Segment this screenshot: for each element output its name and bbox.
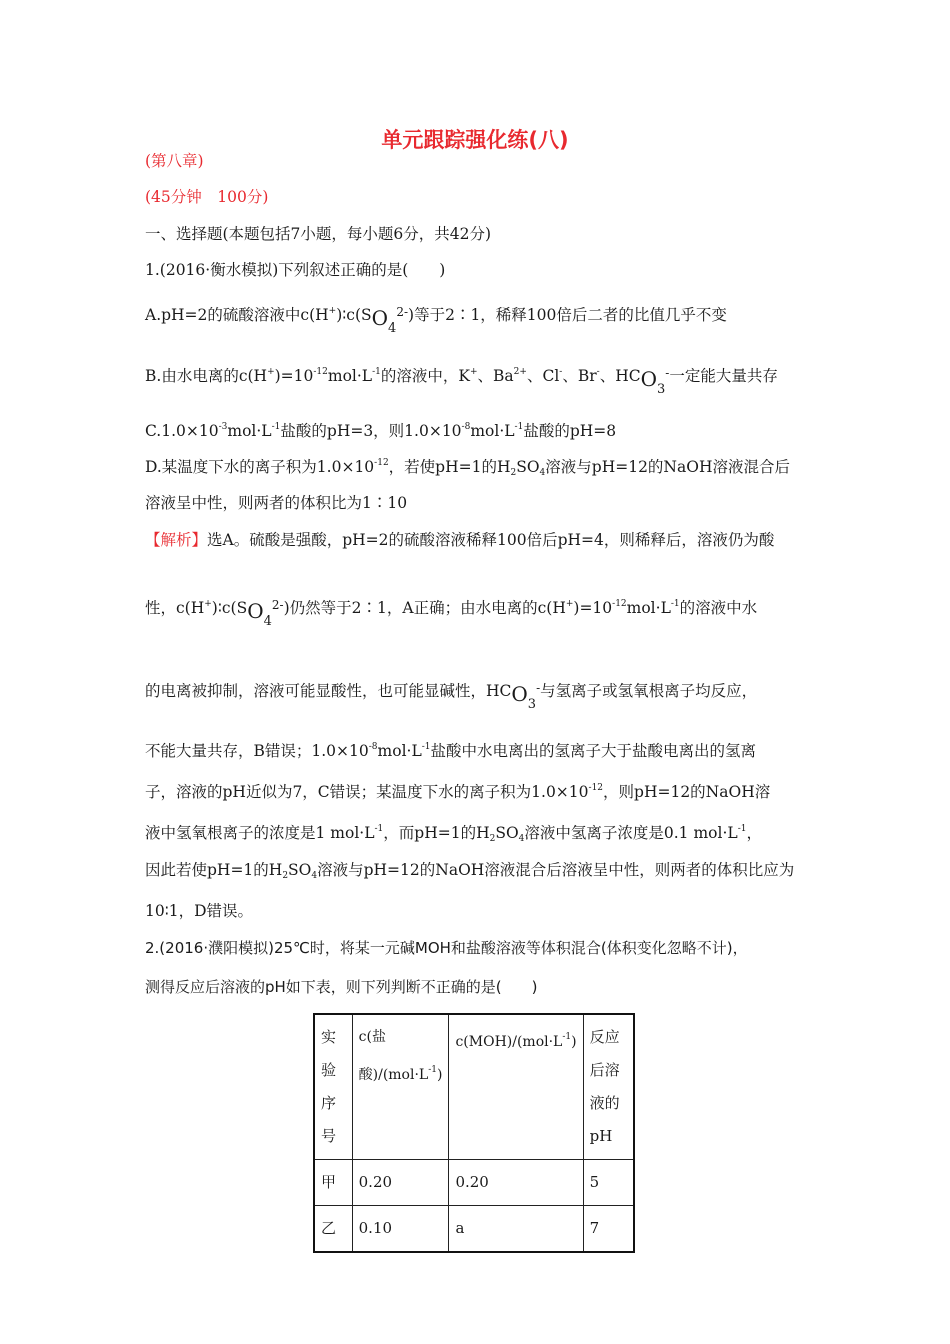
- analysis-line-4: 不能大量共存，B错误；$1.0\times 10^{-8}mol\cdot L^{-1}$盐酸中水电离出的氢离子大于盐酸电离出的氢离: [145, 742, 757, 760]
- table-row: [314, 1160, 634, 1206]
- header-cell-ph: 反应后溶液的pH: [583, 1014, 634, 1160]
- cell-moh: 0.20: [449, 1160, 583, 1206]
- cell-ph: 5: [583, 1160, 634, 1206]
- results-table: [313, 1013, 635, 1253]
- question-1-stem: 1.(2016·衡水模拟)下列叙述正确的是( ): [145, 261, 446, 279]
- analysis-line-5: 子，溶液的pH近似为7，C错误；某温度下水的离子积为$1.0\times 10^{-12}$，则pH=12的NaOH溶: [145, 783, 771, 801]
- analysis-line-7: 因此若使pH=1的$H_2SO_4$溶液与pH=12的NaOH溶液混合后溶液呈中性，则两者的体积比应为: [145, 861, 795, 881]
- question-1-option-d-cont: 溶液呈中性，则两者的体积比为1∶10: [145, 494, 408, 512]
- question-2-line-1: 2.(2016·濮阳模拟)25℃时，将某一元碱MOH和盐酸溶液等体积混合(体积变化忽略不计)，: [145, 939, 748, 957]
- question-1-option-d: D.某温度下水的离子积为$1.0\times 10^{-12}$，若使pH=1的$H_2SO_4$溶液与pH=12的NaOH溶液混合后: [145, 458, 790, 478]
- analysis-line-1: 【解析】选A。硫酸是强酸，pH=2的硫酸溶液稀释100倍后pH=4，则稀释后，溶液仍为酸: [145, 531, 775, 549]
- header-cell-hcl: c(盐酸)$/(mol\cdot L^{-1})$: [352, 1014, 449, 1160]
- analysis-tag: 【解析】: [145, 531, 208, 549]
- analysis-line-8: 10∶1，D错误。: [145, 902, 254, 920]
- analysis-line-2: 性，$c(H^+)∶c(SO_4^{2-})$仍然等于2∶1，A正确；由水电离的$c(H^+)=10^{-12}mol\cdot L^{-1}$的溶液中水: [145, 598, 758, 629]
- table-row: [314, 1206, 634, 1253]
- question-1-option-a: A.pH=2的硫酸溶液中$c(H^+)∶c(SO_4^{2-})$等于2∶1，稀释100倍后二者的比值几乎不变: [145, 305, 727, 336]
- question-1-option-b: B.由水电离的$c(H^+)=10^{-12}mol\cdot L^{-1}$的溶液中，K+、$Ba^{2+}$、Cl-、Br-、$HCO_3^-$一定能大量共存: [145, 366, 778, 397]
- section-heading: 一、选择题(本题包括7小题，每小题6分，共42分): [145, 225, 492, 243]
- question-2-line-2: 测得反应后溶液的pH如下表，则下列判断不正确的是( ): [145, 978, 538, 996]
- cell-hcl: 0.20: [352, 1160, 449, 1206]
- cell-ph: 7: [583, 1206, 634, 1253]
- analysis-line-3: 的电离被抑制，溶液可能显酸性，也可能显碱性，$HCO_3^-$与氢离子或氢氧根离子均反应，: [145, 681, 758, 712]
- time-score: (45分钟 100分): [145, 188, 269, 206]
- question-1-option-c: $C.1.0\times 10^{-3}mol\cdot L^{-1}$盐酸的pH=3，则$1.0\times 10^{-8}mol\cdot L^{-1}$盐酸的pH=8: [145, 422, 617, 440]
- header-cell-moh: $c(MOH)/(mol\cdot L^{-1})$: [449, 1014, 583, 1160]
- cell-id: 乙: [314, 1206, 352, 1253]
- page-title: 单元跟踪强化练(八): [381, 128, 569, 152]
- cell-id: 甲: [314, 1160, 352, 1206]
- header-cell-id: 实验序号: [314, 1014, 352, 1160]
- table-header-row: [314, 1014, 634, 1160]
- analysis-line-6: 液中氢氧根离子的浓度是1 $mol\cdot L^{-1}$，而pH=1的$H_2SO_4$溶液中氢离子浓度是0.1 $mol\cdot L^{-1}$，: [145, 824, 762, 844]
- cell-moh: a: [449, 1206, 583, 1253]
- cell-hcl: 0.10: [352, 1206, 449, 1253]
- chapter-label: (第八章): [145, 152, 204, 170]
